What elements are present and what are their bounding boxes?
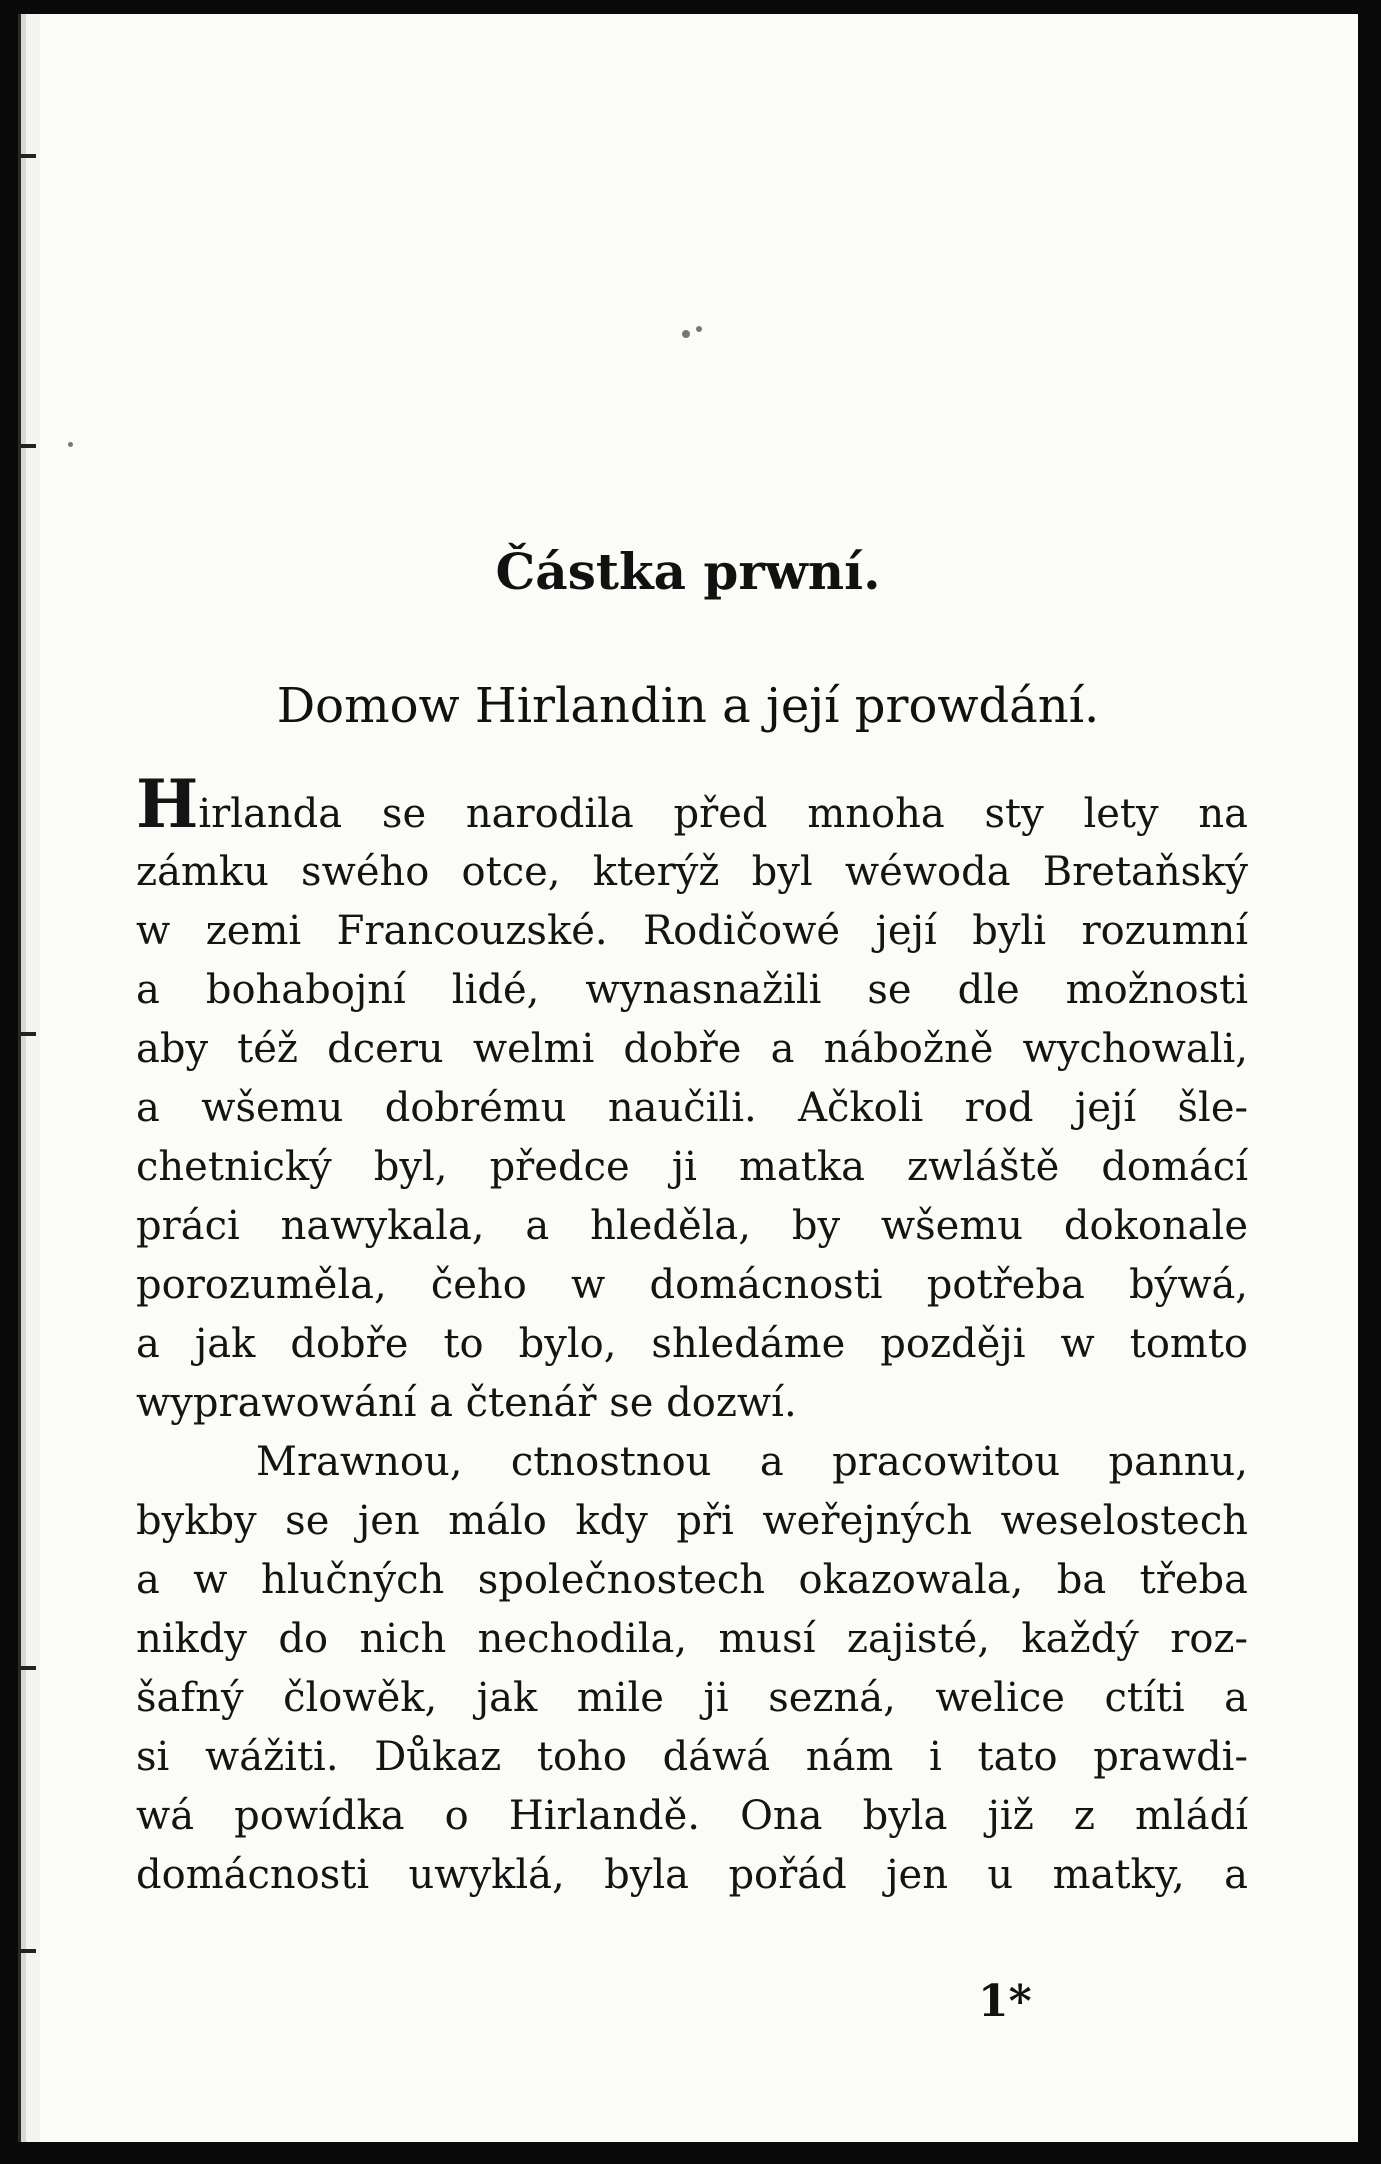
edge-mark xyxy=(20,1666,36,1670)
print-speck xyxy=(68,442,73,447)
text-line: a wšemu dobrému naučili. Ačkoli rod její šle- xyxy=(136,1085,1248,1131)
text-line: w zemi Francouzské. Rodičowé její byli rozumní xyxy=(136,908,1248,954)
text-line: chetnický byl, předce ji matka zwláště domácí xyxy=(136,1144,1248,1190)
page-edge-bleed xyxy=(18,14,40,2142)
body-text xyxy=(136,765,1248,1905)
text-line: práci nawykala, a hleděla, by wšemu dokonale xyxy=(136,1203,1248,1249)
chapter-title: Částka prwní. xyxy=(495,542,881,601)
text-line: aby též dceru welmi dobře a nábožně wychowali, xyxy=(136,1026,1248,1072)
section-title: Domow Hirlandin a její prowdání. xyxy=(276,678,1100,734)
text-line: a jak dobře to bylo, shledáme později w tomto xyxy=(136,1321,1248,1367)
text-line xyxy=(136,765,1248,843)
edge-mark xyxy=(20,444,36,448)
text-line: Mrawnou, ctnostnou a pracowitou pannu, xyxy=(256,1439,1248,1485)
text-line: si wážiti. Důkaz toho dáwá nám i tato prawdi- xyxy=(136,1734,1248,1780)
text-line-content: irlanda se narodila před mnoha sty lety na xyxy=(198,791,1248,837)
text-line: šafný člowěk, jak mile ji sezná, welice ctíti a xyxy=(136,1675,1248,1721)
signature-mark: 1* xyxy=(978,1976,1032,2027)
text-line: domácnosti uwyklá, byla pořád jen u matky, a xyxy=(136,1852,1248,1898)
edge-mark xyxy=(20,1032,36,1036)
edge-mark xyxy=(20,1949,36,1953)
text-line: zámku swého otce, kterýž byl wéwoda Bretaňský xyxy=(136,849,1248,895)
drop-cap: H xyxy=(136,765,199,843)
text-line: porozuměla, čeho w domácnosti potřeba býwá, xyxy=(136,1262,1248,1308)
edge-mark xyxy=(20,154,36,158)
text-line: wá powídka o Hirlandě. Ona byla již z mládí xyxy=(136,1793,1248,1839)
print-speck xyxy=(682,330,690,338)
text-line: wyprawowání a čtenář se dozwí. xyxy=(136,1380,797,1426)
text-line: a bohabojní lidé, wynasnažili se dle možnosti xyxy=(136,967,1248,1013)
book-page xyxy=(18,14,1358,2142)
text-line: bykby se jen málo kdy při weřejných weselostech xyxy=(136,1498,1248,1544)
print-speck xyxy=(696,326,702,332)
text-line: nikdy do nich nechodila, musí zajisté, každý roz- xyxy=(136,1616,1248,1662)
text-line: a w hlučných společnostech okazowala, ba třeba xyxy=(136,1557,1248,1603)
